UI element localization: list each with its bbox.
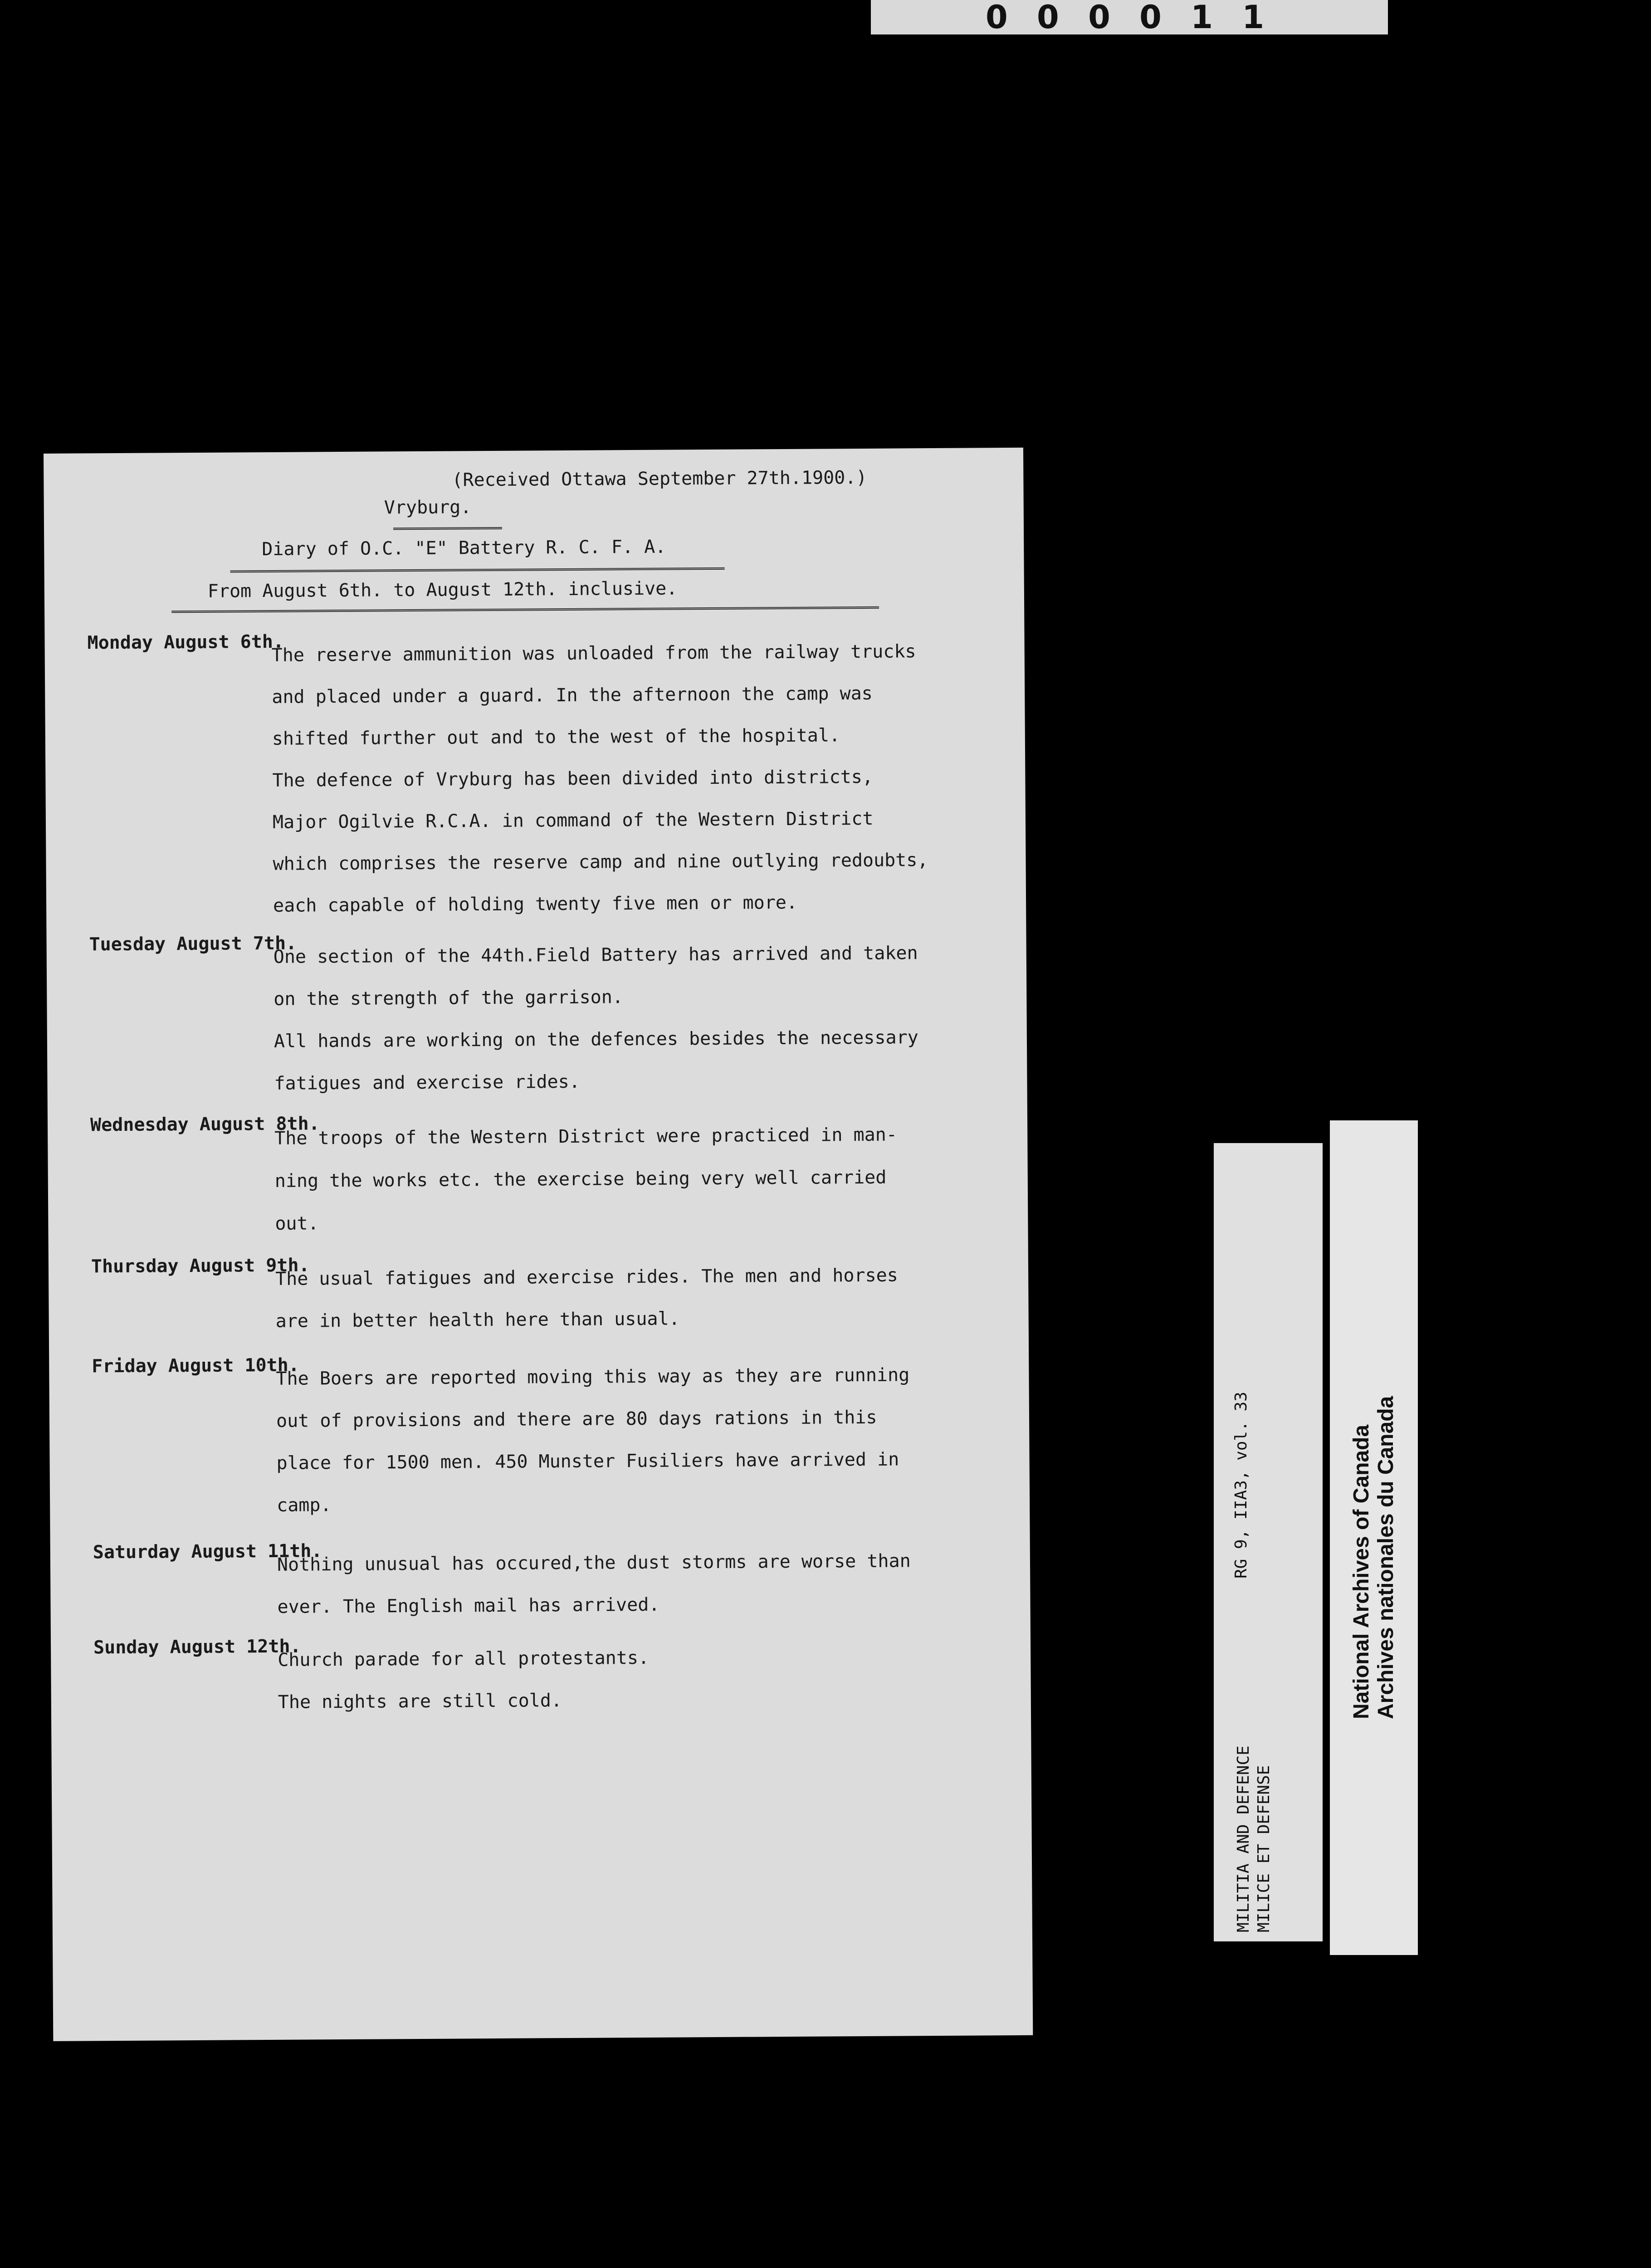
entry-line: Nothing unusual has occured,the dust storms are worse than — [277, 1550, 911, 1575]
entry-line: Major Ogilvie R.C.A. in command of the Western District — [272, 808, 874, 833]
entry-day: Friday August 10th. — [92, 1354, 299, 1377]
frame-counter: 0 0 0 0 1 1 — [871, 0, 1388, 34]
entry-line: and placed under a guard. In the afternoon the camp was — [272, 683, 873, 708]
period-underline — [171, 606, 879, 613]
entry-line: The usual fatigues and exercise rides. The men and horses — [275, 1265, 898, 1290]
entry-line: The Boers are reported moving this way as they are running — [276, 1364, 910, 1389]
received-stamp: (Received Ottawa September 27th.1900.) — [452, 467, 867, 491]
entry-day: Wednesday August 8th. — [90, 1113, 320, 1136]
place-underline — [393, 527, 502, 530]
entry-line: which comprises the reserve camp and nine outlying redoubts, — [273, 850, 928, 875]
entry-line: The defence of Vryburg has been divided into districts, — [272, 766, 874, 791]
entry-line: One section of the 44th.Field Battery has arrived and taken — [273, 943, 918, 968]
entry-line: ever. The English mail has arrived. — [277, 1594, 660, 1618]
entry-line: All hands are working on the defences besides the necessary — [274, 1027, 918, 1052]
archives-name-french: Archives nationales du Canada — [1374, 1396, 1398, 1719]
entry-day: Saturday August 11th. — [93, 1540, 322, 1563]
entry-day: Tuesday August 7th. — [89, 933, 297, 955]
archive-reference-strip — [1214, 1143, 1323, 1941]
archive-reference: RG 9, IIA3, vol. 33 — [1232, 1392, 1250, 1579]
entry-line: ning the works etc. the exercise being very well carried — [274, 1167, 887, 1192]
entry-line: The troops of the Western District were practiced in man- — [274, 1124, 898, 1149]
entry-line: are in better health here than usual. — [275, 1308, 680, 1332]
archives-name-english: National Archives of Canada — [1349, 1424, 1373, 1719]
entry-line: fatigues and exercise rides. — [274, 1071, 580, 1094]
entry-line: on the strength of the garrison. — [274, 987, 624, 1010]
title-underline — [230, 567, 725, 573]
diary-page — [44, 448, 1033, 2041]
entry-line: The nights are still cold. — [278, 1690, 562, 1713]
department-french: MILICE ET DEFENSE — [1255, 1765, 1273, 1932]
entry-line: camp. — [277, 1495, 332, 1516]
entry-day: Thursday August 9th. — [91, 1255, 310, 1277]
entry-day: Monday August 6th. — [87, 631, 284, 654]
entry-line: place for 1500 men. 450 Munster Fusiliers have arrived in — [276, 1449, 899, 1474]
diary-period: From August 6th. to August 12th. inclusive. — [207, 578, 678, 602]
diary-title: Diary of O.C. "E" Battery R. C. F. A. — [262, 536, 666, 560]
entry-line: shifted further out and to the west of the hospital. — [272, 725, 840, 749]
entry-line: each capable of holding twenty five men or more. — [273, 892, 798, 916]
entry-line: Church parade for all protestants. — [278, 1647, 650, 1671]
department-english: MILITIA AND DEFENCE — [1234, 1745, 1253, 1932]
place-heading: Vryburg. — [384, 497, 472, 518]
entry-line: The reserve ammunition was unloaded from the railway trucks — [271, 641, 916, 666]
entry-line: out. — [275, 1213, 319, 1234]
entry-line: out of provisions and there are 80 days rations in this — [276, 1407, 877, 1432]
entry-day: Sunday August 12th. — [93, 1636, 301, 1658]
archive-label-strip — [1330, 1120, 1418, 1955]
